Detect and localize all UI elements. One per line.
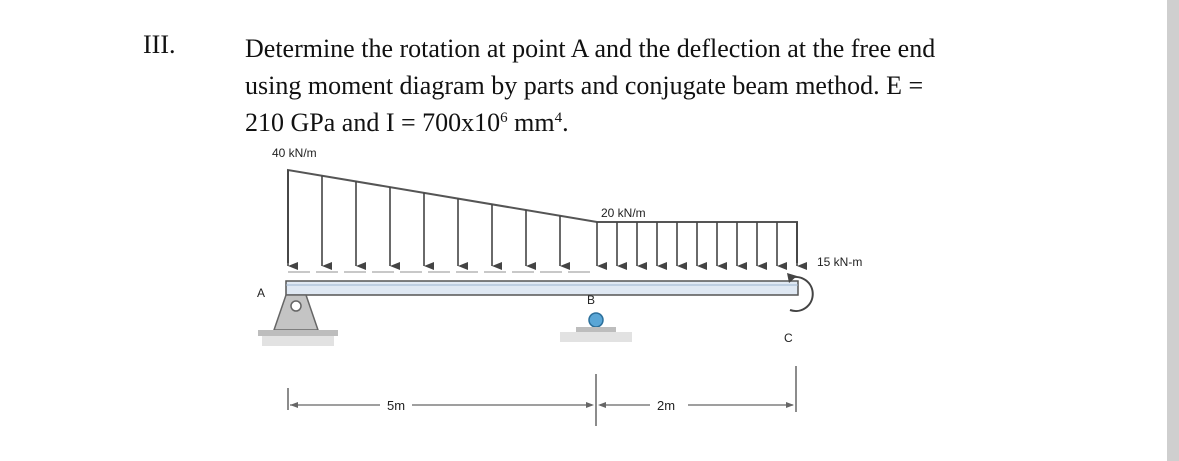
load-outline <box>288 170 797 263</box>
label-span-ab: 5m <box>387 398 406 413</box>
dimension-lines <box>288 366 796 426</box>
dim-arrow-b-left-icon <box>586 402 594 408</box>
label-moment: 15 kN-m <box>817 255 863 269</box>
dim-arrow-b-right-icon <box>598 402 606 408</box>
label-load-left: 40 kN/m <box>272 146 317 160</box>
dim-arrow-c-icon <box>786 402 794 408</box>
pin-icon <box>291 301 301 311</box>
label-load-mid: 20 kN/m <box>601 206 646 220</box>
ground-hatch-b <box>560 332 632 342</box>
load-arrows <box>288 170 797 266</box>
ground-a <box>258 330 338 336</box>
problem-line-3-text: 210 GPa and I = 700x10 <box>245 108 501 137</box>
problem-line-2: using moment diagram by parts and conjugate beam method. E = <box>245 71 924 100</box>
dim-arrow-a-icon <box>290 402 298 408</box>
unit-mm: mm <box>507 108 555 137</box>
exponent-6: 6 <box>500 110 508 126</box>
ground-hatch-a <box>262 336 334 346</box>
scrollbar[interactable] <box>1167 0 1179 461</box>
label-span-bc: 2m <box>657 398 676 413</box>
exponent-4: 4 <box>554 110 563 126</box>
roller-support-b <box>560 313 632 342</box>
pin-support-a <box>258 295 338 346</box>
distributed-load <box>288 170 797 272</box>
problem-line-1: Determine the rotation at point A and the deflection at the free end <box>245 34 936 63</box>
period: . <box>562 108 569 137</box>
beam <box>286 281 798 295</box>
problem-number: III. <box>143 30 176 59</box>
ground-b <box>576 327 616 332</box>
roller-icon <box>589 313 603 327</box>
label-point-c: C <box>784 331 793 345</box>
label-point-b: B <box>587 293 596 307</box>
label-point-a: A <box>257 286 266 300</box>
